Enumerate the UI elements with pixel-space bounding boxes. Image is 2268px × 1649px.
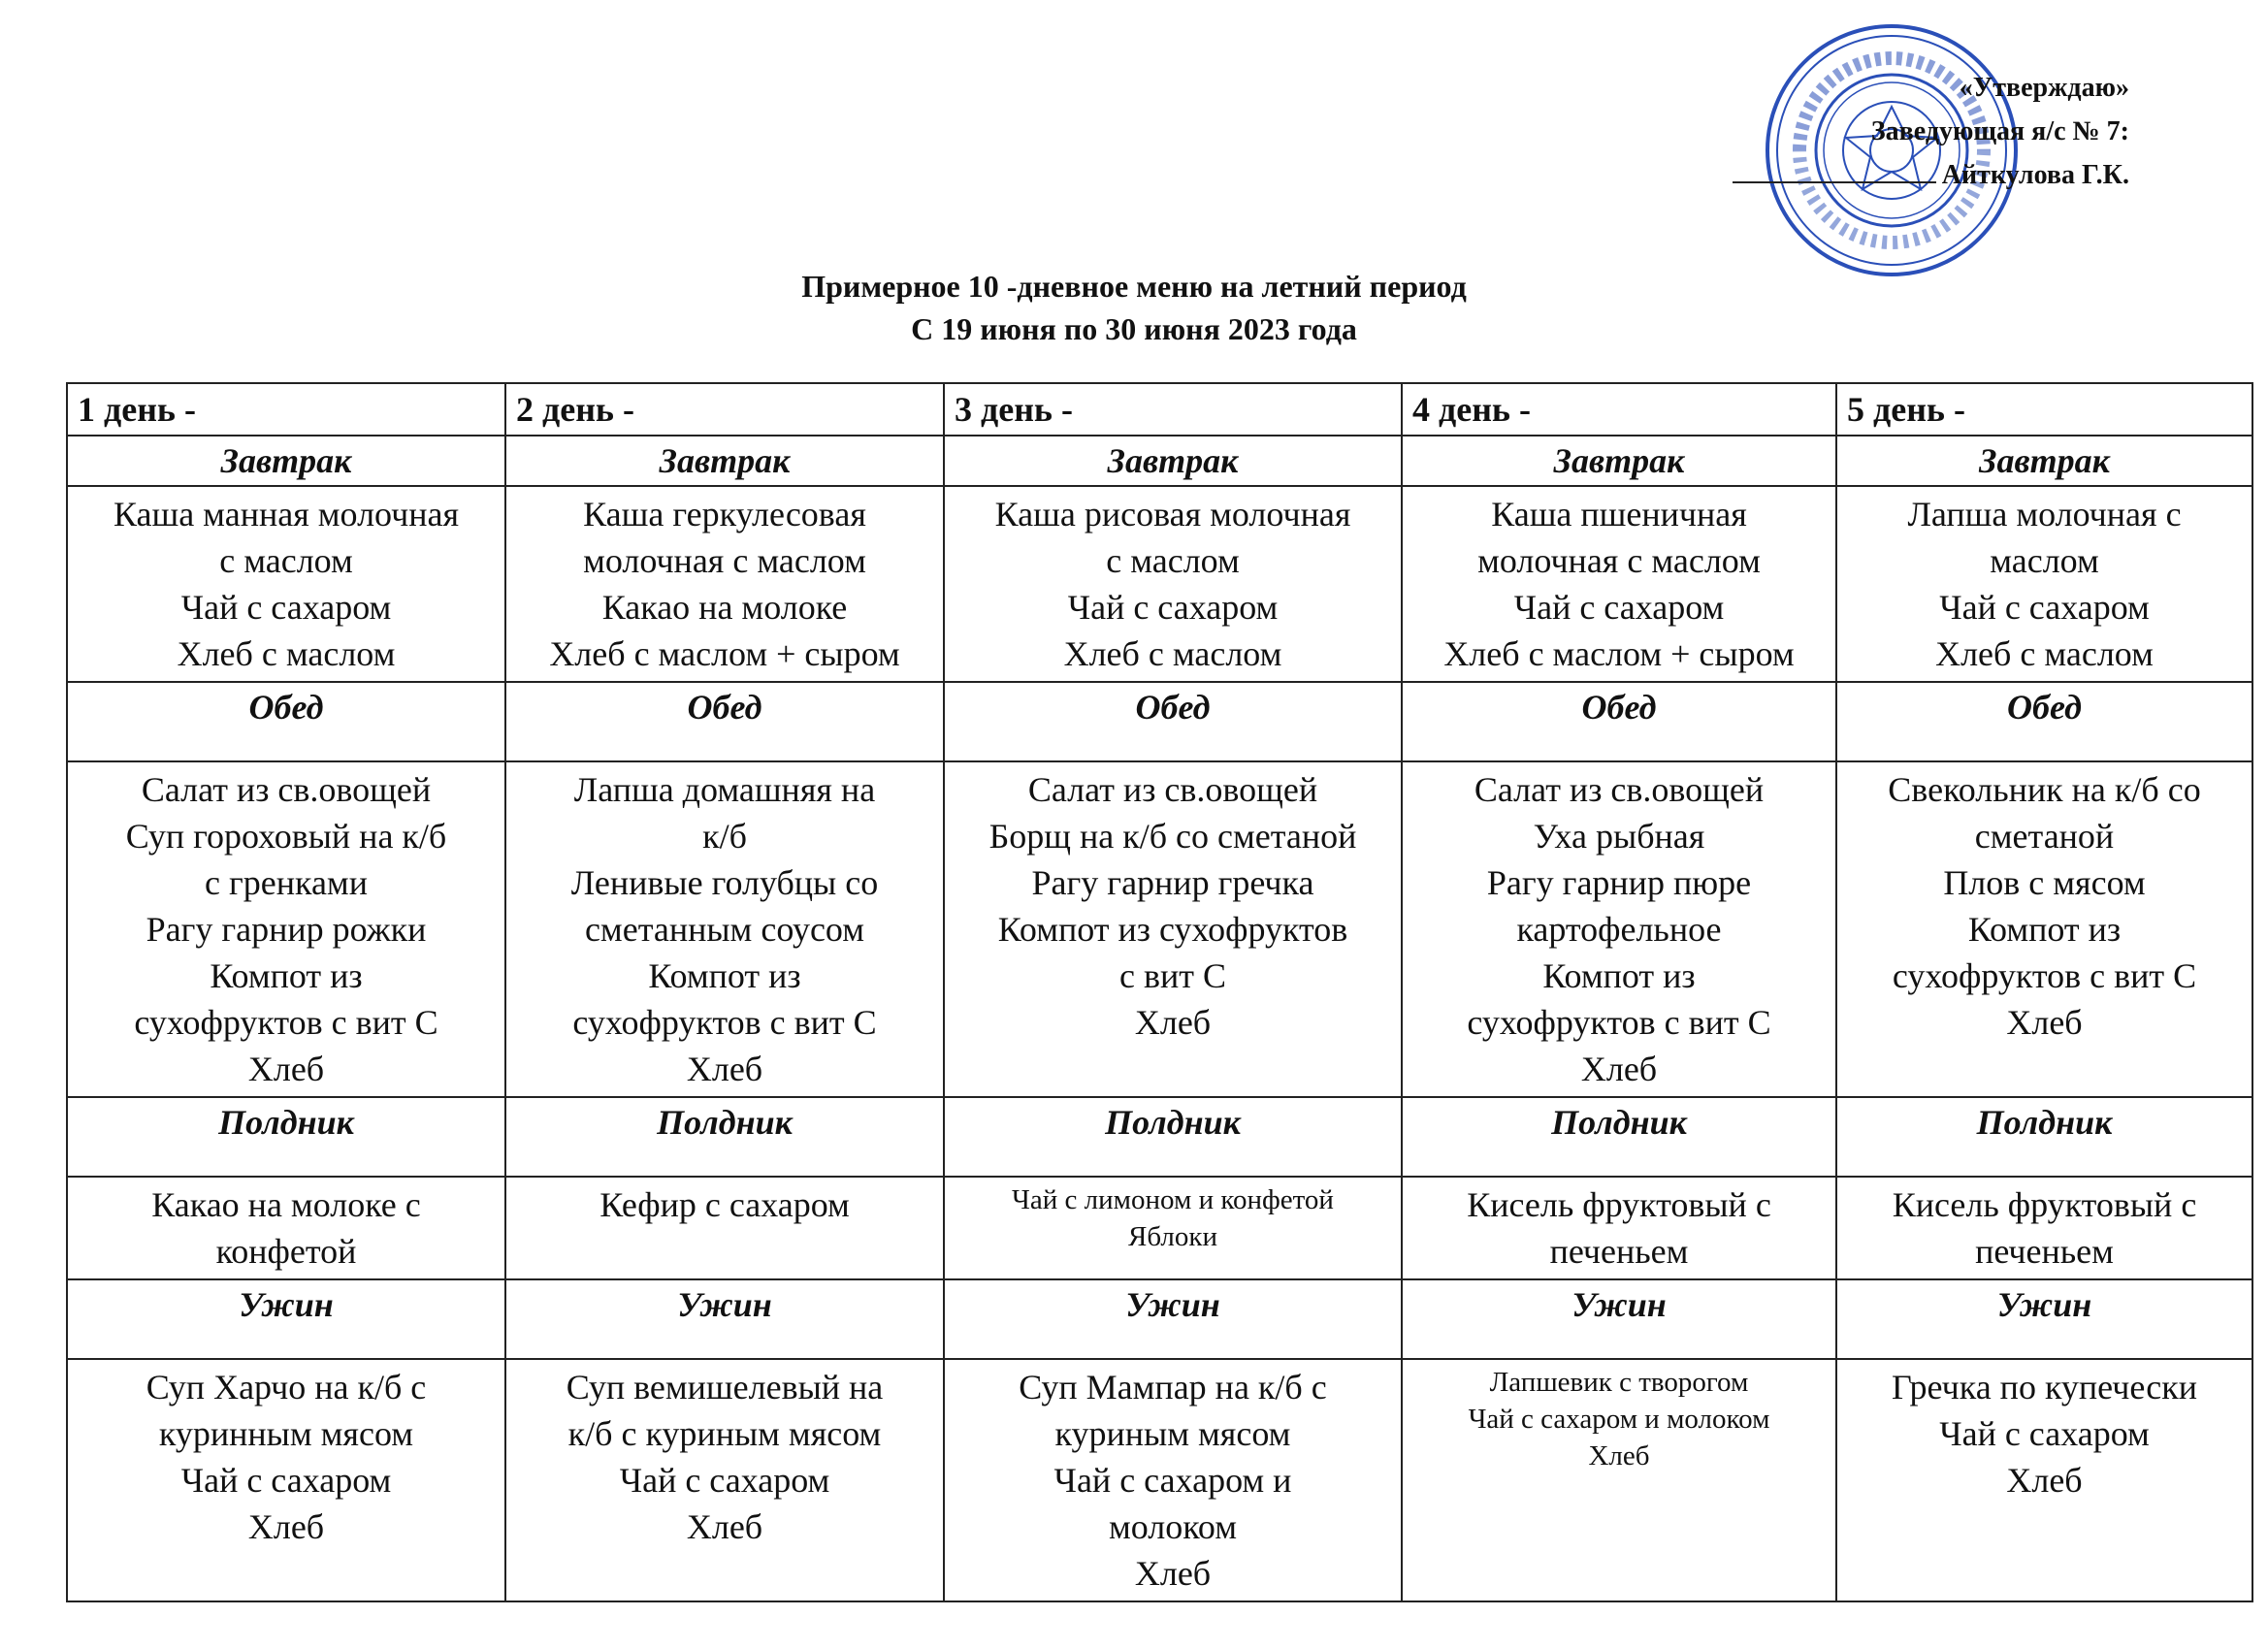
meal-label-dinner: Ужин xyxy=(1402,1279,1836,1359)
menu-item-line: Хлеб xyxy=(1588,1440,1650,1471)
menu-item-line: Чай с сахаром xyxy=(180,1461,392,1500)
menu-item-line: Чай с сахаром xyxy=(1939,588,2150,627)
meal-label-breakfast: Завтрак xyxy=(1402,436,1836,486)
menu-item-line: Чай с сахаром xyxy=(619,1461,830,1500)
menu-item-line: молочная с маслом xyxy=(1477,541,1761,580)
menu-item-line: Хлеб xyxy=(247,1050,325,1088)
day-header: 1 день - xyxy=(67,383,505,436)
menu-item-line: Хлеб xyxy=(686,1050,763,1088)
menu-cell xyxy=(67,1177,505,1279)
menu-item-line: Чай с сахаром и молоком xyxy=(1468,1404,1770,1435)
menu-cell xyxy=(1836,761,2252,1097)
menu-item-line: Чай с сахаром xyxy=(1513,588,1725,627)
menu-item-line: Хлеб с маслом xyxy=(1063,634,1282,673)
menu-item-line: Рагу гарнир гречка xyxy=(1031,863,1314,902)
menu-item-line: сметаной xyxy=(1974,817,2115,856)
meal-label-dinner: Ужин xyxy=(505,1279,944,1359)
meal-label-lunch: Обед xyxy=(944,682,1402,761)
menu-item-line: Хлеб с маслом xyxy=(177,634,396,673)
menu-item-line: сухофруктов с вит С xyxy=(1892,956,2197,995)
menu-item-line: Кисель фруктовый с xyxy=(1467,1185,1771,1224)
approval-title: «Утверждаю» xyxy=(1959,73,2129,103)
menu-item-line: Компот из xyxy=(1967,910,2122,949)
menu-cell xyxy=(67,486,505,682)
day-header-row xyxy=(67,383,2252,436)
menu-item-line: Плов с мясом xyxy=(1943,863,2146,902)
menu-cell xyxy=(1836,1359,2252,1601)
snack-row xyxy=(67,1177,2252,1279)
breakfast-label-row xyxy=(67,436,2252,486)
approval-block xyxy=(1586,66,2129,197)
menu-cell xyxy=(505,1359,944,1601)
menu-item-line: печеньем xyxy=(1549,1232,1689,1271)
menu-item-line: Ленивые голубцы со xyxy=(570,863,879,902)
meal-label-breakfast: Завтрак xyxy=(67,436,505,486)
meal-label-dinner: Ужин xyxy=(1836,1279,2252,1359)
menu-item-line: Свекольник на к/б со xyxy=(1888,770,2201,809)
menu-cell xyxy=(944,1359,1402,1601)
menu-item-line: Хлеб xyxy=(247,1507,325,1546)
menu-item-line: куриным мясом xyxy=(1054,1414,1291,1453)
menu-item-line: Чай с сахаром и xyxy=(1053,1461,1292,1500)
meal-label-lunch: Обед xyxy=(67,682,505,761)
menu-cell xyxy=(944,486,1402,682)
menu-cell xyxy=(1836,1177,2252,1279)
menu-item-line: сухофруктов с вит С xyxy=(134,1003,438,1042)
approval-position: Заведующая я/с № 7: xyxy=(1870,116,2129,146)
menu-item-line: молоком xyxy=(1108,1507,1238,1546)
menu-item-line: Хлеб xyxy=(686,1507,763,1546)
menu-item-line: Хлеб xyxy=(2006,1003,2083,1042)
menu-item-line: картофельное xyxy=(1516,910,1722,949)
meal-label-breakfast: Завтрак xyxy=(505,436,944,486)
menu-cell xyxy=(67,761,505,1097)
menu-item-line: Лапша молочная с xyxy=(1907,495,2182,534)
meal-label-snack: Полдник xyxy=(67,1097,505,1177)
page-title xyxy=(0,265,2268,350)
menu-item-line: Уха рыбная xyxy=(1533,817,1705,856)
menu-item-line: Компот из xyxy=(1542,956,1696,995)
menu-item-line: Чай с сахаром xyxy=(1067,588,1279,627)
menu-item-line: Борщ на к/б со сметаной xyxy=(988,817,1357,856)
menu-item-line: Каша геркулесовая xyxy=(583,495,866,534)
dinner-row xyxy=(67,1359,2252,1601)
meal-label-lunch: Обед xyxy=(505,682,944,761)
menu-item-line: с вит С xyxy=(1119,956,1226,995)
menu-item-line: Лапша домашняя на xyxy=(573,770,876,809)
menu-item-line: Каша пшеничная xyxy=(1491,495,1747,534)
menu-item-line: Хлеб с маслом + сыром xyxy=(549,634,900,673)
menu-item-line: Хлеб xyxy=(1580,1050,1658,1088)
menu-item-line: Компот из сухофруктов xyxy=(997,910,1348,949)
menu-item-line: Яблоки xyxy=(1128,1221,1217,1252)
day-header: 2 день - xyxy=(505,383,944,436)
menu-cell xyxy=(505,1177,944,1279)
menu-cell xyxy=(1836,486,2252,682)
menu-item-line: Чай с сахаром xyxy=(180,588,392,627)
menu-cell xyxy=(505,486,944,682)
dinner-label-row xyxy=(67,1279,2252,1359)
menu-cell xyxy=(1402,486,1836,682)
menu-cell xyxy=(1402,1177,1836,1279)
title-line-2: С 19 июня по 30 июня 2023 года xyxy=(911,311,1357,346)
menu-item-line: Каша рисовая молочная xyxy=(994,495,1351,534)
menu-item-line: Какао на молоке xyxy=(601,588,848,627)
menu-item-line: Рагу гарнир рожки xyxy=(146,910,427,949)
menu-item-line: маслом xyxy=(1990,541,2099,580)
menu-item-line: Кефир с сахаром xyxy=(599,1185,850,1224)
lunch-row xyxy=(67,761,2252,1097)
menu-item-line: Чай с сахаром xyxy=(1939,1414,2150,1453)
menu-cell xyxy=(944,761,1402,1097)
menu-item-line: Салат из св.овощей xyxy=(141,770,432,809)
day-header: 4 день - xyxy=(1402,383,1836,436)
menu-item-line: Хлеб xyxy=(2006,1461,2083,1500)
menu-item-line: Хлеб с маслом + сыром xyxy=(1443,634,1795,673)
menu-item-line: сухофруктов с вит С xyxy=(572,1003,877,1042)
menu-item-line: Суп вемишелевый на xyxy=(566,1368,884,1406)
menu-item-line: к/б xyxy=(702,817,747,856)
menu-cell xyxy=(944,1177,1402,1279)
menu-item-line: с гренками xyxy=(205,863,368,902)
meal-label-breakfast: Завтрак xyxy=(1836,436,2252,486)
meal-label-lunch: Обед xyxy=(1836,682,2252,761)
menu-cell xyxy=(505,761,944,1097)
menu-item-line: Каша манная молочная xyxy=(113,495,460,534)
breakfast-row xyxy=(67,486,2252,682)
meal-label-dinner: Ужин xyxy=(67,1279,505,1359)
meal-label-snack: Полдник xyxy=(1402,1097,1836,1177)
menu-item-line: Гречка по купечески xyxy=(1892,1368,2197,1406)
day-header: 5 день - xyxy=(1836,383,2252,436)
lunch-label-row xyxy=(67,682,2252,761)
menu-item-line: Суп гороховый на к/б xyxy=(125,817,447,856)
day-header: 3 день - xyxy=(944,383,1402,436)
menu-item-line: Хлеб xyxy=(1134,1554,1212,1593)
approval-signature-row xyxy=(1586,153,2129,197)
meal-label-snack: Полдник xyxy=(505,1097,944,1177)
menu-item-line: сухофруктов с вит С xyxy=(1467,1003,1771,1042)
menu-cell xyxy=(1402,1359,1836,1601)
menu-item-line: Кисель фруктовый с xyxy=(1892,1185,2197,1224)
meal-label-lunch: Обед xyxy=(1402,682,1836,761)
menu-item-line: печеньем xyxy=(1975,1232,2114,1271)
menu-item-line: конфетой xyxy=(215,1232,357,1271)
menu-item-line: Чай с лимоном и конфетой xyxy=(1012,1184,1334,1215)
menu-item-line: сметанным соусом xyxy=(584,910,865,949)
menu-item-line: молочная с маслом xyxy=(583,541,866,580)
menu-item-line: куринным мясом xyxy=(158,1414,414,1453)
menu-item-line: Компот из xyxy=(648,956,801,995)
menu-item-line: Суп Харчо на к/б с xyxy=(146,1368,427,1406)
menu-item-line: Салат из св.овощей xyxy=(1027,770,1318,809)
snack-label-row xyxy=(67,1097,2252,1177)
meal-label-breakfast: Завтрак xyxy=(944,436,1402,486)
meal-label-snack: Полдник xyxy=(944,1097,1402,1177)
menu-item-line: с маслом xyxy=(1106,541,1240,580)
menu-item-line: Салат из св.овощей xyxy=(1474,770,1765,809)
menu-item-line: с маслом xyxy=(219,541,353,580)
meal-label-dinner: Ужин xyxy=(944,1279,1402,1359)
menu-table xyxy=(66,382,2253,1602)
approval-name: Айткулова Г.К. xyxy=(1941,160,2129,190)
menu-cell xyxy=(67,1359,505,1601)
menu-item-line: Компот из xyxy=(210,956,363,995)
menu-item-line: Хлеб xyxy=(1134,1003,1212,1042)
title-line-1: Примерное 10 -дневное меню на летний период xyxy=(801,269,1467,304)
meal-label-snack: Полдник xyxy=(1836,1097,2252,1177)
menu-item-line: Рагу гарнир пюре xyxy=(1486,863,1752,902)
menu-item-line: Какао на молоке с xyxy=(151,1185,421,1224)
menu-item-line: к/б с куриным мясом xyxy=(567,1414,882,1453)
menu-item-line: Лапшевик с творогом xyxy=(1489,1367,1749,1398)
signature-line xyxy=(1733,181,1936,183)
menu-cell xyxy=(1402,761,1836,1097)
menu-item-line: Суп Мампар на к/б с xyxy=(1019,1368,1327,1406)
menu-item-line: Хлеб с маслом xyxy=(1935,634,2154,673)
